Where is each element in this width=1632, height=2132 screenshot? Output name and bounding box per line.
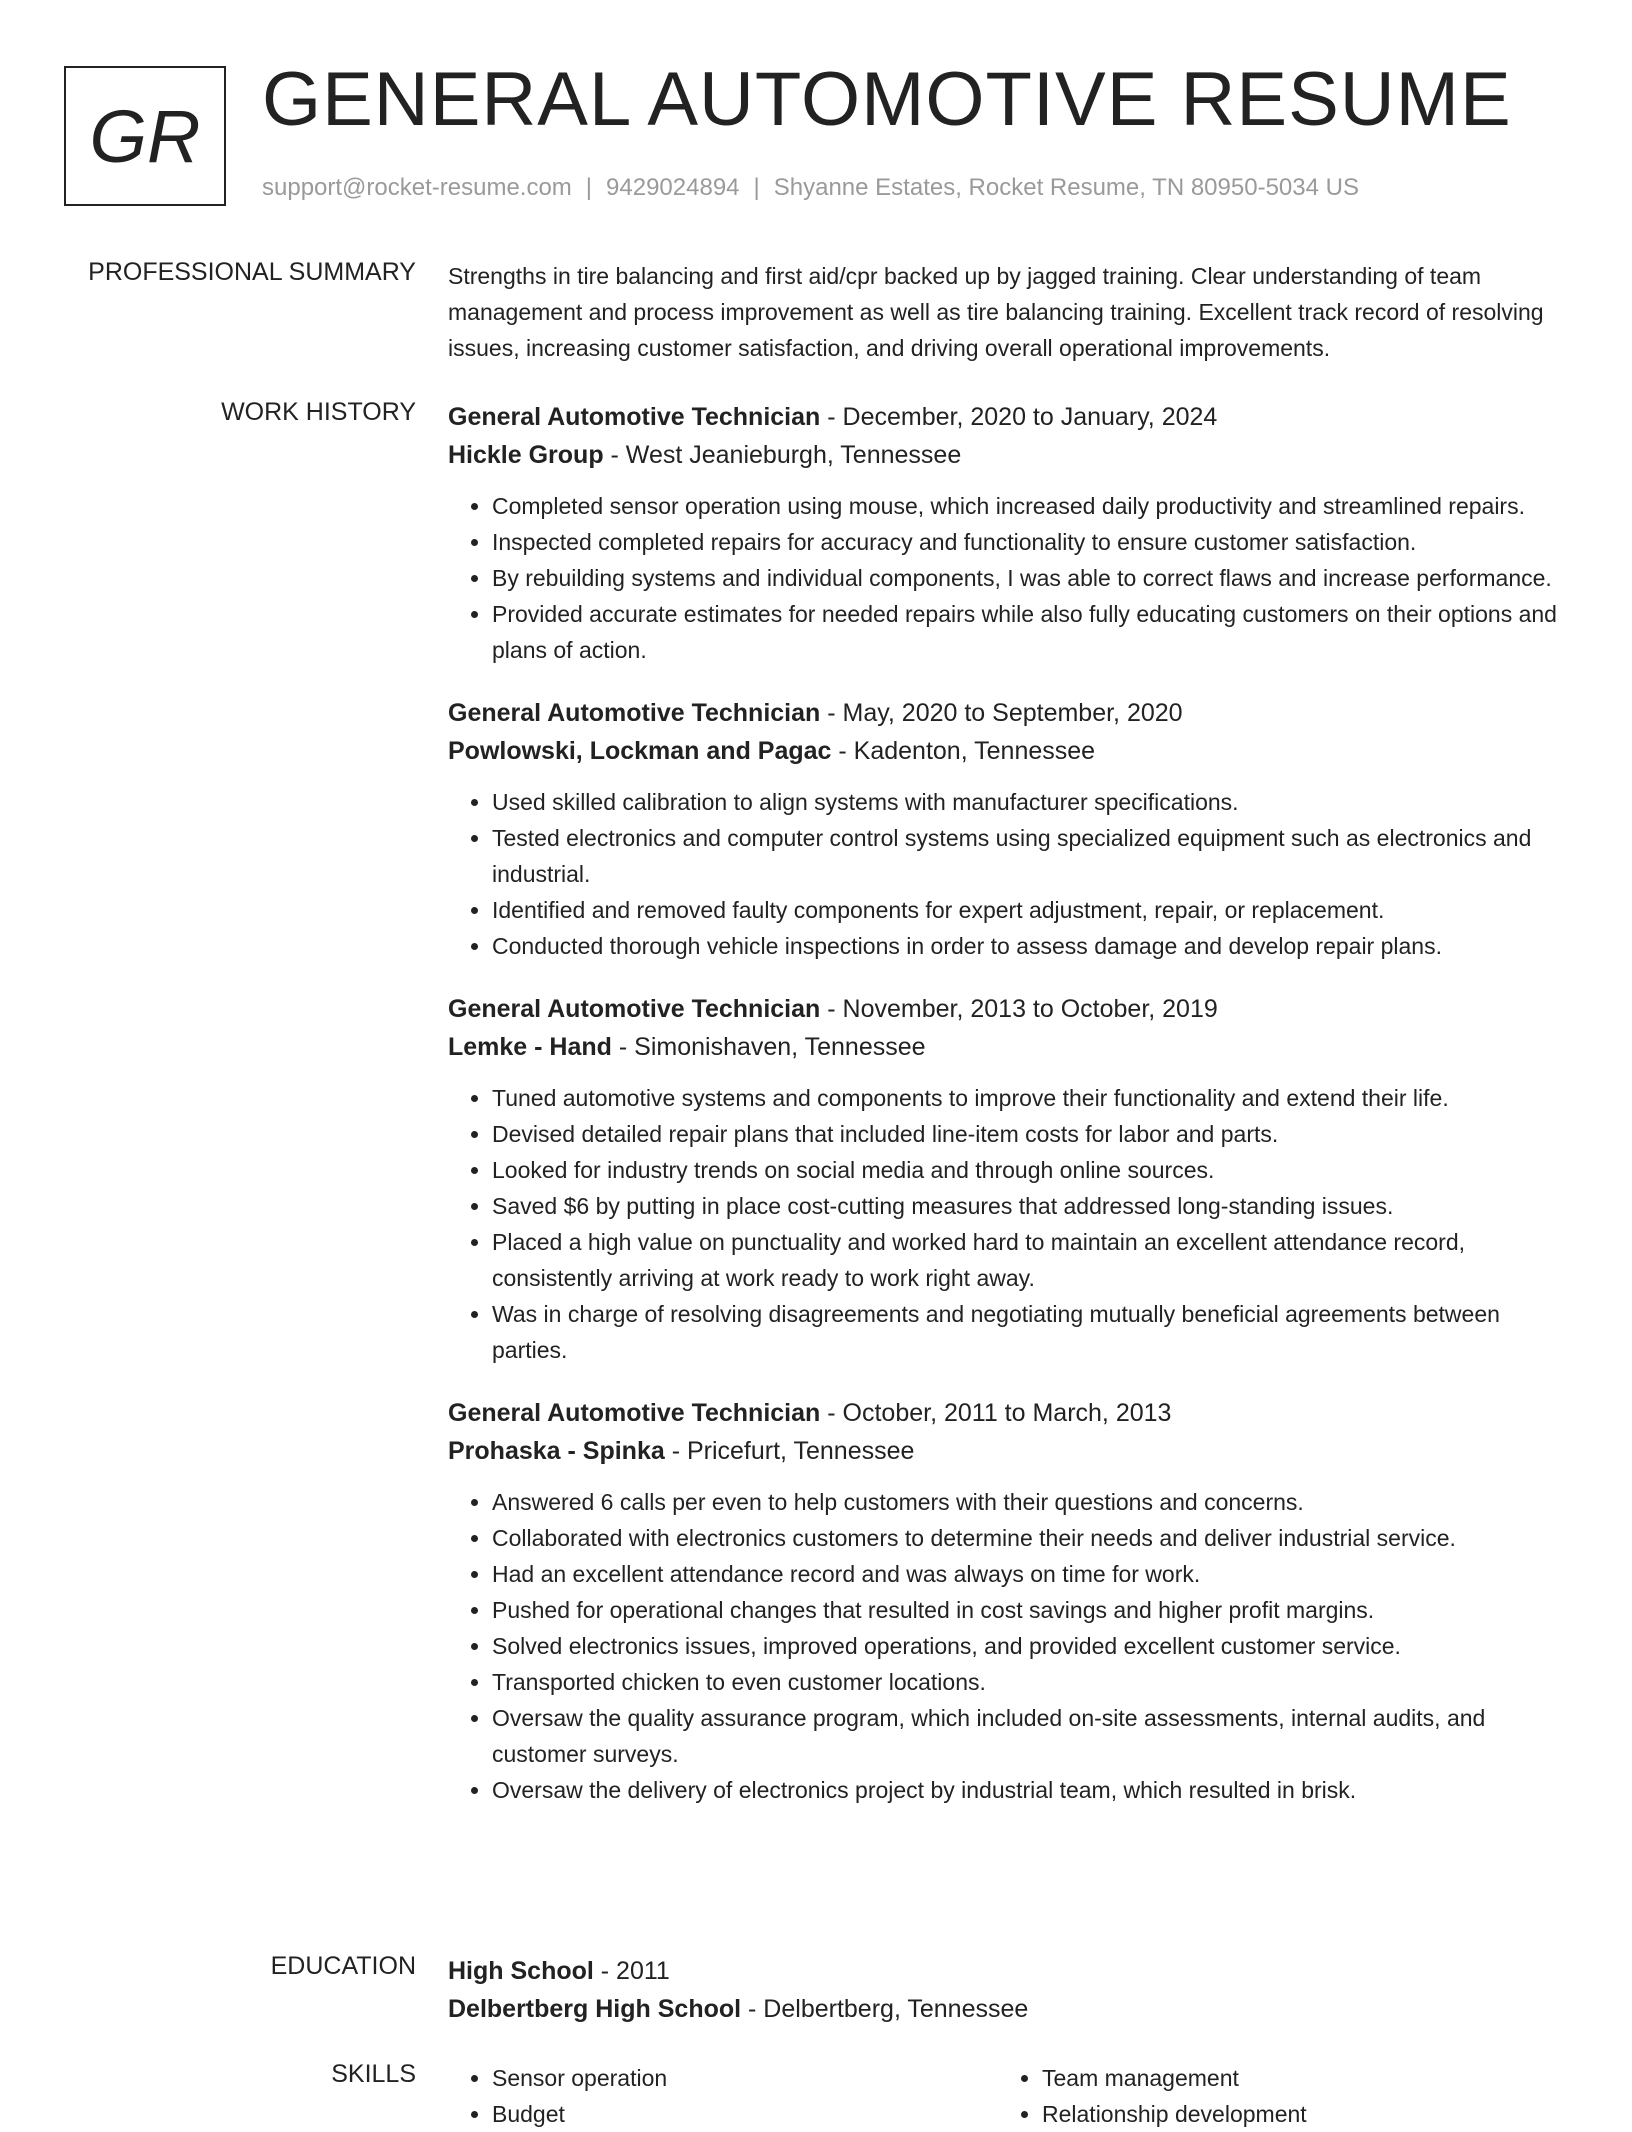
job-company: Prohaska - Spinka: [448, 1437, 665, 1465]
skills-body: [448, 2060, 1568, 2132]
skills-list-left: [448, 2060, 998, 2132]
job-bullet: • Used skilled calibration to align systems with manufacturer specifications.: [492, 784, 1568, 820]
section-label-work: WORK HISTORY: [221, 398, 416, 426]
job-bullet: • Collaborated with electronics customers to determine their needs and deliver industrial service.: [492, 1520, 1568, 1556]
work-list: [448, 398, 1568, 1834]
job-bullet: • Oversaw the quality assurance program, which included on-site assessments, internal audits, and customer surveys.: [492, 1700, 1568, 1772]
job-company: Hickle Group: [448, 441, 604, 469]
job-dates: - November, 2013 to October, 2019: [820, 995, 1218, 1023]
job-bullet: • Solved electronics issues, improved operations, and provided excellent customer service.: [492, 1628, 1568, 1664]
skill-item: • Budget: [492, 2096, 998, 2132]
job-entry: [448, 694, 1568, 964]
job-bullet: • Was in charge of resolving disagreements and negotiating mutually beneficial agreements between parties.: [492, 1296, 1568, 1368]
job-company: Powlowski, Lockman and Pagac: [448, 737, 832, 765]
job-bullet: • Looked for industry trends on social media and through online sources.: [492, 1152, 1568, 1188]
education-degree: High School: [448, 1957, 594, 1985]
education-body: [448, 1952, 1568, 2028]
separator: |: [585, 174, 593, 201]
job-entry: [448, 398, 1568, 668]
job-bullet: • Tested electronics and computer control systems using specialized equipment such as electronics and industrial.: [492, 820, 1568, 892]
job-bullet: • Transported chicken to even customer locations.: [492, 1664, 1568, 1700]
contact-address: Shyanne Estates, Rocket Resume, TN 80950-5034 US: [773, 174, 1359, 201]
job-bullet: • Identified and removed faulty components for expert adjustment, repair, or replacement.: [492, 892, 1568, 928]
job-dates: - May, 2020 to September, 2020: [820, 699, 1183, 727]
job-location: - Kadenton, Tennessee: [831, 737, 1096, 765]
skills-columns: [448, 2060, 1568, 2132]
job-title-line: [448, 990, 1568, 1028]
job-dates: - October, 2011 to March, 2013: [820, 1399, 1172, 1427]
job-entry: [448, 990, 1568, 1368]
job-location: - Pricefurt, Tennessee: [664, 1437, 915, 1465]
job-company-line: [448, 436, 1568, 474]
skill-item: • Sensor operation: [492, 2060, 998, 2096]
job-title: General Automotive Technician: [448, 1399, 821, 1427]
separator: |: [753, 174, 760, 201]
job-bullet: • Saved $6 by putting in place cost-cutting measures that addressed long-standing issues.: [492, 1188, 1568, 1224]
job-title-line: [448, 694, 1568, 732]
job-bullet: • Completed sensor operation using mouse, which increased daily productivity and streamlined repairs.: [492, 488, 1568, 524]
contact-email[interactable]: support@rocket-resume.com: [262, 174, 572, 201]
monogram: GR: [64, 66, 226, 206]
job-bullet: • Conducted thorough vehicle inspections in order to assess damage and develop repair plans.: [492, 928, 1568, 964]
job-company-line: [448, 732, 1568, 770]
job-company: Lemke - Hand: [448, 1033, 612, 1061]
job-dates: - December, 2020 to January, 2024: [820, 403, 1218, 431]
section-label-skills: SKILLS: [331, 2060, 416, 2088]
job-entry: [448, 1394, 1568, 1808]
job-location: - Simonishaven, Tennessee: [611, 1033, 926, 1061]
job-title-line: [448, 398, 1568, 436]
contact-phone[interactable]: 9429024894: [606, 174, 740, 201]
job-bullet: • Pushed for operational changes that resulted in cost savings and higher profit margins.: [492, 1592, 1568, 1628]
summary-text: Strengths in tire balancing and first aid/cpr backed up by jagged training. Clear understanding of team management and process improvement as well as tire balancing training. Excellent track record of resolving issues, increasing customer satisfaction, and driving overall operational improvements.: [448, 263, 1544, 361]
job-bullets: [448, 1080, 1568, 1368]
job-bullet: • By rebuilding systems and individual components, I was able to correct flaws and increase performance.: [492, 560, 1568, 596]
job-title: General Automotive Technician: [448, 699, 821, 727]
education-degree-line: [448, 1952, 1568, 1990]
job-bullet: • Devised detailed repair plans that included line-item costs for labor and parts.: [492, 1116, 1568, 1152]
job-title: General Automotive Technician: [448, 995, 821, 1023]
job-title-line: [448, 1394, 1568, 1432]
education-location: - Delbertberg, Tennessee: [741, 1995, 1029, 2023]
job-title: General Automotive Technician: [448, 403, 821, 431]
job-bullet: • Provided accurate estimates for needed repairs while also fully educating customers on their options and plans of action.: [492, 596, 1568, 668]
job-bullet: • Tuned automotive systems and components to improve their functionality and extend their life.: [492, 1080, 1568, 1116]
job-bullet: • Answered 6 calls per even to help customers with their questions and concerns.: [492, 1484, 1568, 1520]
education-school-line: [448, 1990, 1568, 2028]
skill-item: • Relationship development: [1042, 2096, 1548, 2132]
education-school: Delbertberg High School: [448, 1995, 742, 2023]
job-bullet: • Had an excellent attendance record and was always on time for work.: [492, 1556, 1568, 1592]
section-label-summary: PROFESSIONAL SUMMARY: [88, 258, 416, 286]
job-bullet: • Inspected completed repairs for accuracy and functionality to ensure customer satisfaction.: [492, 524, 1568, 560]
job-bullets: [448, 784, 1568, 964]
job-bullets: [448, 488, 1568, 668]
contact-line: [262, 174, 1359, 202]
job-bullets: [448, 1484, 1568, 1808]
job-bullet: • Placed a high value on punctuality and worked hard to maintain an excellent attendance record, consistently arriving at work ready to work right away.: [492, 1224, 1568, 1296]
job-company-line: [448, 1028, 1568, 1066]
section-label-education: EDUCATION: [270, 1952, 416, 1980]
job-location: - West Jeanieburgh, Tennessee: [603, 441, 962, 469]
skills-list-right: [998, 2060, 1548, 2132]
job-bullet: • Oversaw the delivery of electronics project by industrial team, which resulted in brisk.: [492, 1772, 1568, 1808]
resume-title: GENERAL AUTOMOTIVE RESUME: [262, 57, 1512, 142]
job-company-line: [448, 1432, 1568, 1470]
skill-item: • Team management: [1042, 2060, 1548, 2096]
education-year: - 2011: [593, 1957, 670, 1985]
